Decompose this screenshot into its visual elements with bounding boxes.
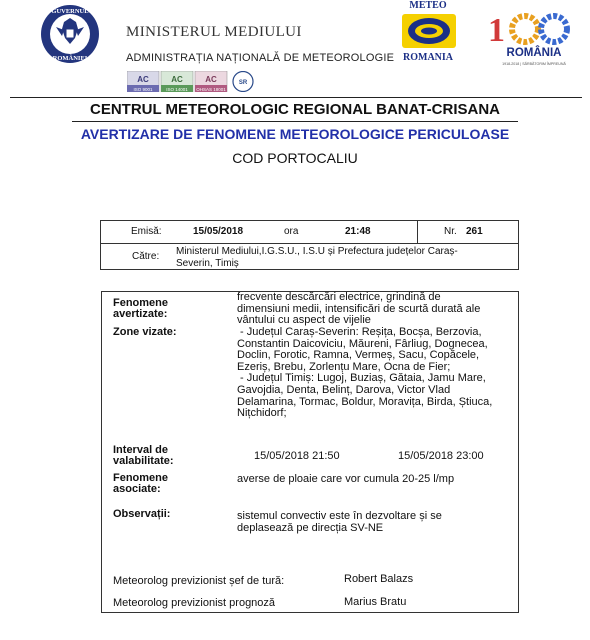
observatii-line: sistemul convectiv este în dezvoltare și se	[237, 510, 442, 522]
meteo-logo-text: METEO	[409, 0, 447, 11]
svg-text:SR: SR	[238, 80, 248, 86]
svg-text:AC: AC	[205, 75, 217, 84]
asociate-label-line: Fenomene	[113, 472, 169, 484]
interval-label	[113, 445, 174, 467]
fenomene-line: dimensiuni medii, intensificări de scurtă durată ale	[237, 302, 481, 315]
svg-text:ISO 9001: ISO 9001	[133, 87, 153, 92]
interval-end: 15/05/2018 23:00	[398, 450, 484, 462]
centenar-logo	[488, 9, 580, 69]
centenar-years: 1918-2018 | SĂRBĂTORIM ÎMPREUNĂ	[502, 62, 566, 66]
government-seal-logo	[32, 3, 108, 65]
svg-text:AC: AC	[137, 75, 149, 84]
asociate-label	[113, 473, 168, 495]
svg-text:OHSAS 18001: OHSAS 18001	[196, 87, 226, 92]
fenomene-label	[113, 298, 168, 320]
zone-line: Delamarina, Tormac, Boldur, Moravița, Birda, Știuca,	[237, 395, 493, 408]
seal-top-text: GUVERNUL	[51, 8, 89, 15]
zone-line: Ezeriș, Brebu, Zorlențu Mare, Ocna de Fier;	[237, 360, 451, 373]
header-divider-top	[10, 97, 582, 98]
fenomene-label-line: avertizate:	[113, 308, 168, 320]
observatii-label: Observații:	[113, 508, 171, 520]
zone-text	[237, 327, 492, 420]
regional-center-title: CENTRUL METEOROLOGIC REGIONAL BANAT-CRISANA	[89, 101, 500, 118]
warning-code: COD PORTOCALIU	[232, 150, 358, 166]
observatii-text	[237, 511, 442, 534]
asociate-text: averse de ploaie care vor cumula 20-25 l/mp	[237, 473, 455, 485]
zone-label: Zone vizate:	[113, 326, 177, 338]
asociate-label-line: asociate:	[113, 483, 161, 495]
emission-table-divider	[100, 243, 519, 244]
warning-number: 261	[466, 226, 483, 237]
zone-line: Nițchidorf;	[237, 407, 287, 420]
emisa-label: Emisă:	[131, 226, 162, 237]
meteo-logo-country: ROMANIA	[403, 52, 453, 63]
emission-date: 15/05/2018	[193, 226, 244, 237]
shift-forecaster-label: Meteorolog previzionist șef de tură:	[113, 575, 285, 587]
agency-name: ADMINISTRAȚIA NAȚIONALĂ DE METEOROLOGIE	[126, 52, 395, 64]
recipients-line: Severin, Timiș	[176, 258, 239, 269]
zone-line: - Județul Timiș: Lugoj, Buziaș, Gătaia, Jamu Mare,	[237, 372, 486, 385]
interval-start: 15/05/2018 21:50	[254, 450, 340, 462]
zone-line: - Județul Caraș-Severin: Reșița, Bocșa, Berzovia,	[237, 326, 482, 338]
recipients	[176, 246, 458, 270]
observatii-line: deplasează pe direcția SV-NE	[237, 521, 384, 534]
centenar-country: ROMÂNIA	[506, 47, 562, 59]
warning-title: AVERTIZARE DE FENOMENE METEOROLOGICE PERICULOASE	[80, 126, 510, 142]
forecast-meteorologist-name: Marius Bratu	[344, 596, 407, 608]
ministry-name: MINISTERUL MEDIULUI	[126, 24, 302, 40]
catre-label: Către:	[132, 251, 160, 262]
interval-label-line: valabilitate:	[113, 455, 174, 467]
nr-label: Nr.	[444, 226, 457, 237]
seal-bottom-text: ROMÂNIEI	[52, 55, 88, 62]
emission-time: 21:48	[345, 226, 371, 237]
fenomene-text	[237, 292, 480, 327]
ora-label: ora	[284, 226, 299, 237]
header-divider-bottom	[72, 121, 518, 122]
interval-label-line: Interval de	[113, 444, 169, 456]
forecast-meteorologist-label: Meteorolog previzionist prognoză	[113, 597, 276, 609]
nr-separator	[417, 220, 418, 243]
svg-text:AC: AC	[171, 75, 183, 84]
fenomene-line: frecvente descărcări electrice, grindină de	[237, 291, 441, 303]
fenomene-label-line: Fenomene	[113, 297, 169, 309]
fenomene-line: vântului cu aspect de vijelie	[237, 314, 371, 327]
svg-text:ISO 14001: ISO 14001	[166, 87, 188, 92]
svg-text:1: 1	[488, 12, 505, 49]
certification-logos	[127, 71, 259, 92]
zone-line: Doclin, Forotic, Ramna, Vermeș, Sacu, Copăcele,	[237, 349, 480, 362]
recipients-line: Ministerul Mediului,I.G.S.U., I.S.U și Prefectura județelor Caraș-	[176, 246, 458, 257]
zone-line: Gavojdia, Denta, Belinț, Darova, Victor Vlad	[237, 383, 451, 396]
zone-line: Constantin Daicoviciu, Măureni, Fârliug, Dognecea,	[237, 337, 488, 350]
shift-forecaster-name: Robert Balazs	[344, 573, 414, 585]
